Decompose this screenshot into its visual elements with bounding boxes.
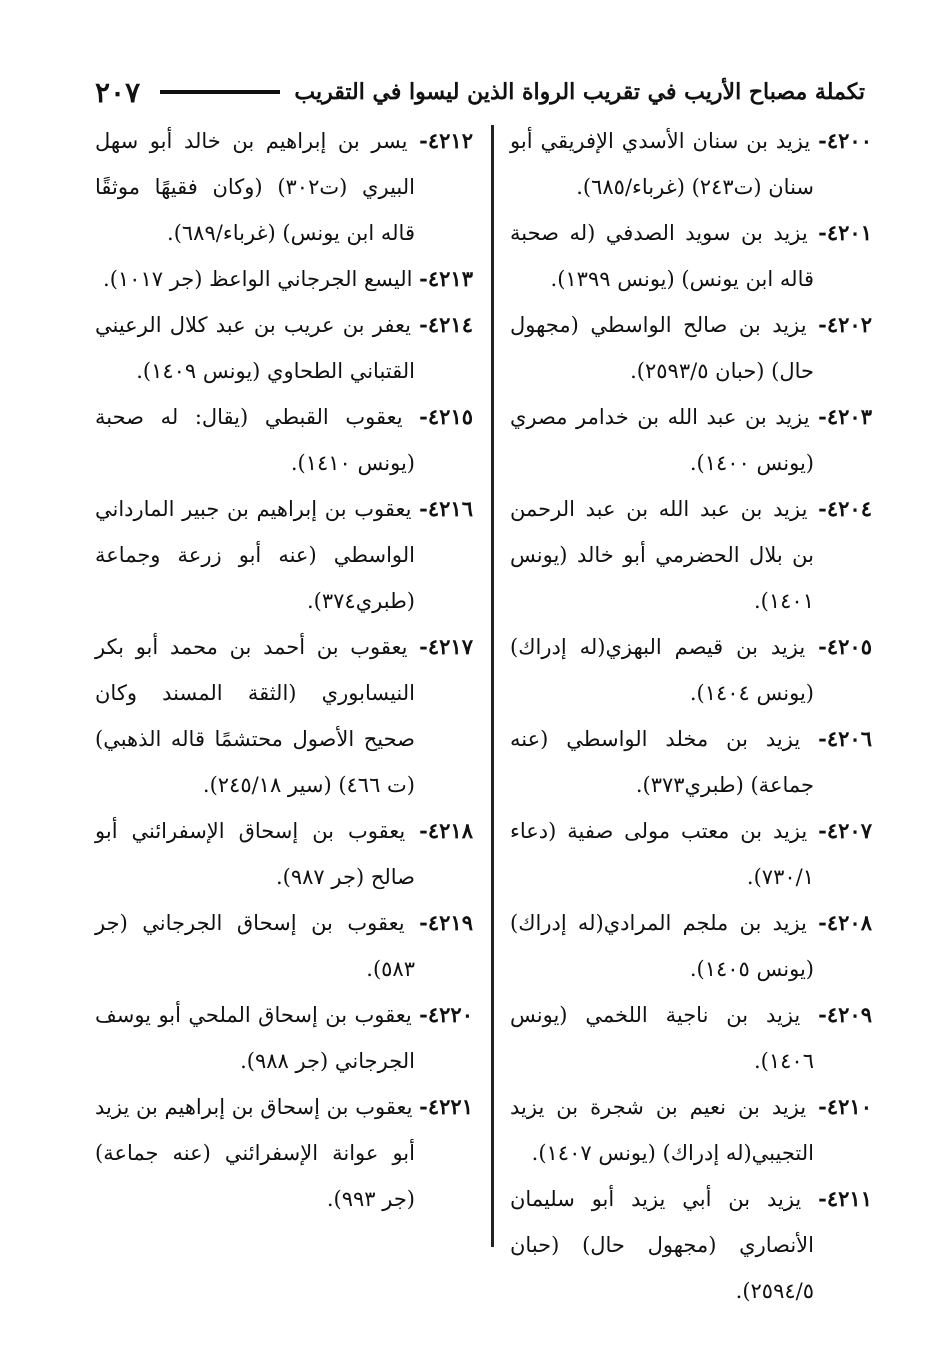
entry-4209 [510,992,872,1084]
entry-number: ٤٢١٥- [419,404,474,429]
entry-number: ٤٢١٤- [419,312,473,337]
entry-4218 [95,808,473,900]
page-header [95,72,865,112]
entry-text: يزيد بن أبي يزيد أبو سليمان الأنصاري (مجهول حال) (حبان ٢٥٩٤/٥). [510,1187,814,1303]
entry-text: يعقوب بن إسحاق الجرجاني (جر ٥٨٣). [95,911,415,981]
entry-4207 [510,808,872,900]
entry-number: ٤٢١٩- [419,910,473,935]
header-rule [160,90,280,94]
entry-4212 [95,118,473,256]
entry-number: ٤٢٠٠- [818,128,872,153]
entry-number: ٤٢٠٣- [818,404,872,429]
entry-text: يزيد بن نعيم بن شجرة بن يزيد التجيبي(له إدراك) (يونس ١٤٠٧). [510,1095,814,1165]
left-column [95,118,473,1222]
entry-4202 [510,302,872,394]
entry-4201 [510,210,872,302]
entry-number: ٤٢١٦- [419,496,473,521]
entry-number: ٤٢٠١- [818,220,872,245]
entry-number: ٤٢٠٦- [818,726,872,751]
entry-number: ٤٢١١- [818,1186,872,1211]
entry-text: اليسع الجرجاني الواعظ (جر ١٠١٧). [103,267,413,291]
entry-number: ٤٢١٧- [419,634,473,659]
entry-text: يزيد بن سنان الأسدي الإفريقي أبو سنان (ت٢٤٣) (غرباء/٦٨٥). [510,129,814,199]
entry-4210 [510,1084,872,1176]
entry-4217 [95,624,473,808]
column-divider [491,125,494,1247]
entry-text: يزيد بن معتب مولى صفية (دعاء ٧٣٠/١). [510,819,814,889]
entry-text: يزيد بن مخلد الواسطي (عنه جماعة) (طبري٣٧٣). [510,727,814,797]
entry-text: يزيد بن ناجية اللخمي (يونس ١٤٠٦). [510,1003,814,1073]
entry-number: ٤٢١٢- [419,128,473,153]
entry-number: ٤٢٢١- [419,1094,473,1119]
entry-text: يزيد بن قيصم البهزي(له إدراك) (يونس ١٤٠٤). [510,635,814,705]
entry-number: ٤٢١٣- [419,266,473,291]
entry-4204 [510,486,872,624]
entry-4200 [510,118,872,210]
right-column [510,118,872,1314]
page-number: ٢٠٧ [95,75,141,109]
entry-4206 [510,716,872,808]
entry-text: يزيد بن صالح الواسطي (مجهول حال) (حبان ٢٥٩٣/٥). [510,313,814,383]
entry-text: يسر بن إبراهيم بن خالد أبو سهل البيري (ت٣٠٢) (وكان فقيهًا موثقًا قاله ابن يونس) (غرباء/٦٨٩). [95,129,415,245]
entry-text: يعقوب بن إسحاق بن إبراهيم بن يزيد أبو عوانة الإسفرائني (عنه جماعة) (جر ٩٩٣). [95,1095,415,1211]
entry-text: يزيد بن ملجم المرادي(له إدراك) (يونس ١٤٠٥). [510,911,814,981]
entry-number: ٤٢٢٠- [419,1002,473,1027]
entry-text: يعقوب بن إسحاق الملحي أبو يوسف الجرجاني (جر ٩٨٨). [95,1003,415,1073]
entry-text: يزيد بن سويد الصدفي (له صحبة قاله ابن يونس) (يونس ١٣٩٩). [510,221,814,291]
entry-4211 [510,1176,872,1314]
entry-number: ٤٢٠٨- [818,910,872,935]
entry-number: ٤٢١٠- [818,1094,872,1119]
entry-number: ٤٢٠٧- [818,818,872,843]
entry-4219 [95,900,473,992]
entry-4214 [95,302,473,394]
entry-4216 [95,486,473,624]
entry-number: ٤٢٠٩- [818,1002,872,1027]
entry-text: يعفر بن عريب بن عبد كلال الرعيني القتباني الطحاوي (يونس ١٤٠٩). [95,313,415,383]
entry-text: يعقوب بن إبراهيم بن جبير المارداني الواسطي (عنه أبو زرعة وجماعة (طبري٣٧٤). [95,497,415,613]
entry-4220 [95,992,473,1084]
entry-text: يعقوب بن إسحاق الإسفرائني أبو صالح (جر ٩٨٧). [95,819,415,889]
entry-4221 [95,1084,473,1222]
entry-4205 [510,624,872,716]
entry-text: يزيد بن عبد الله بن عبد الرحمن بن بلال الحضرمي أبو خالد (يونس ١٤٠١). [510,497,814,613]
entry-number: ٤٢٠٤- [818,496,872,521]
running-title: تكملة مصباح الأريب في تقريب الرواة الذين ليسوا في التقريب [294,79,865,105]
entry-4215 [95,394,473,486]
entry-number: ٤٢٠٢- [818,312,872,337]
entry-text: يزيد بن عبد الله بن خدامر مصري (يونس ١٤٠٠). [510,405,814,475]
entry-number: ٤٢١٨- [419,818,473,843]
entry-4213 [95,256,473,302]
entry-text: يعقوب القبطي (يقال: له صحبة (يونس ١٤١٠). [95,405,415,475]
entry-text: يعقوب بن أحمد بن محمد أبو بكر النيسابوري (الثقة المسند وكان صحيح الأصول محتشمًا قاله الذهبي) (ت ٤٦٦) (سير ٢٤٥/١٨). [95,635,415,797]
entry-4203 [510,394,872,486]
entry-4208 [510,900,872,992]
entry-number: ٤٢٠٥- [818,634,872,659]
